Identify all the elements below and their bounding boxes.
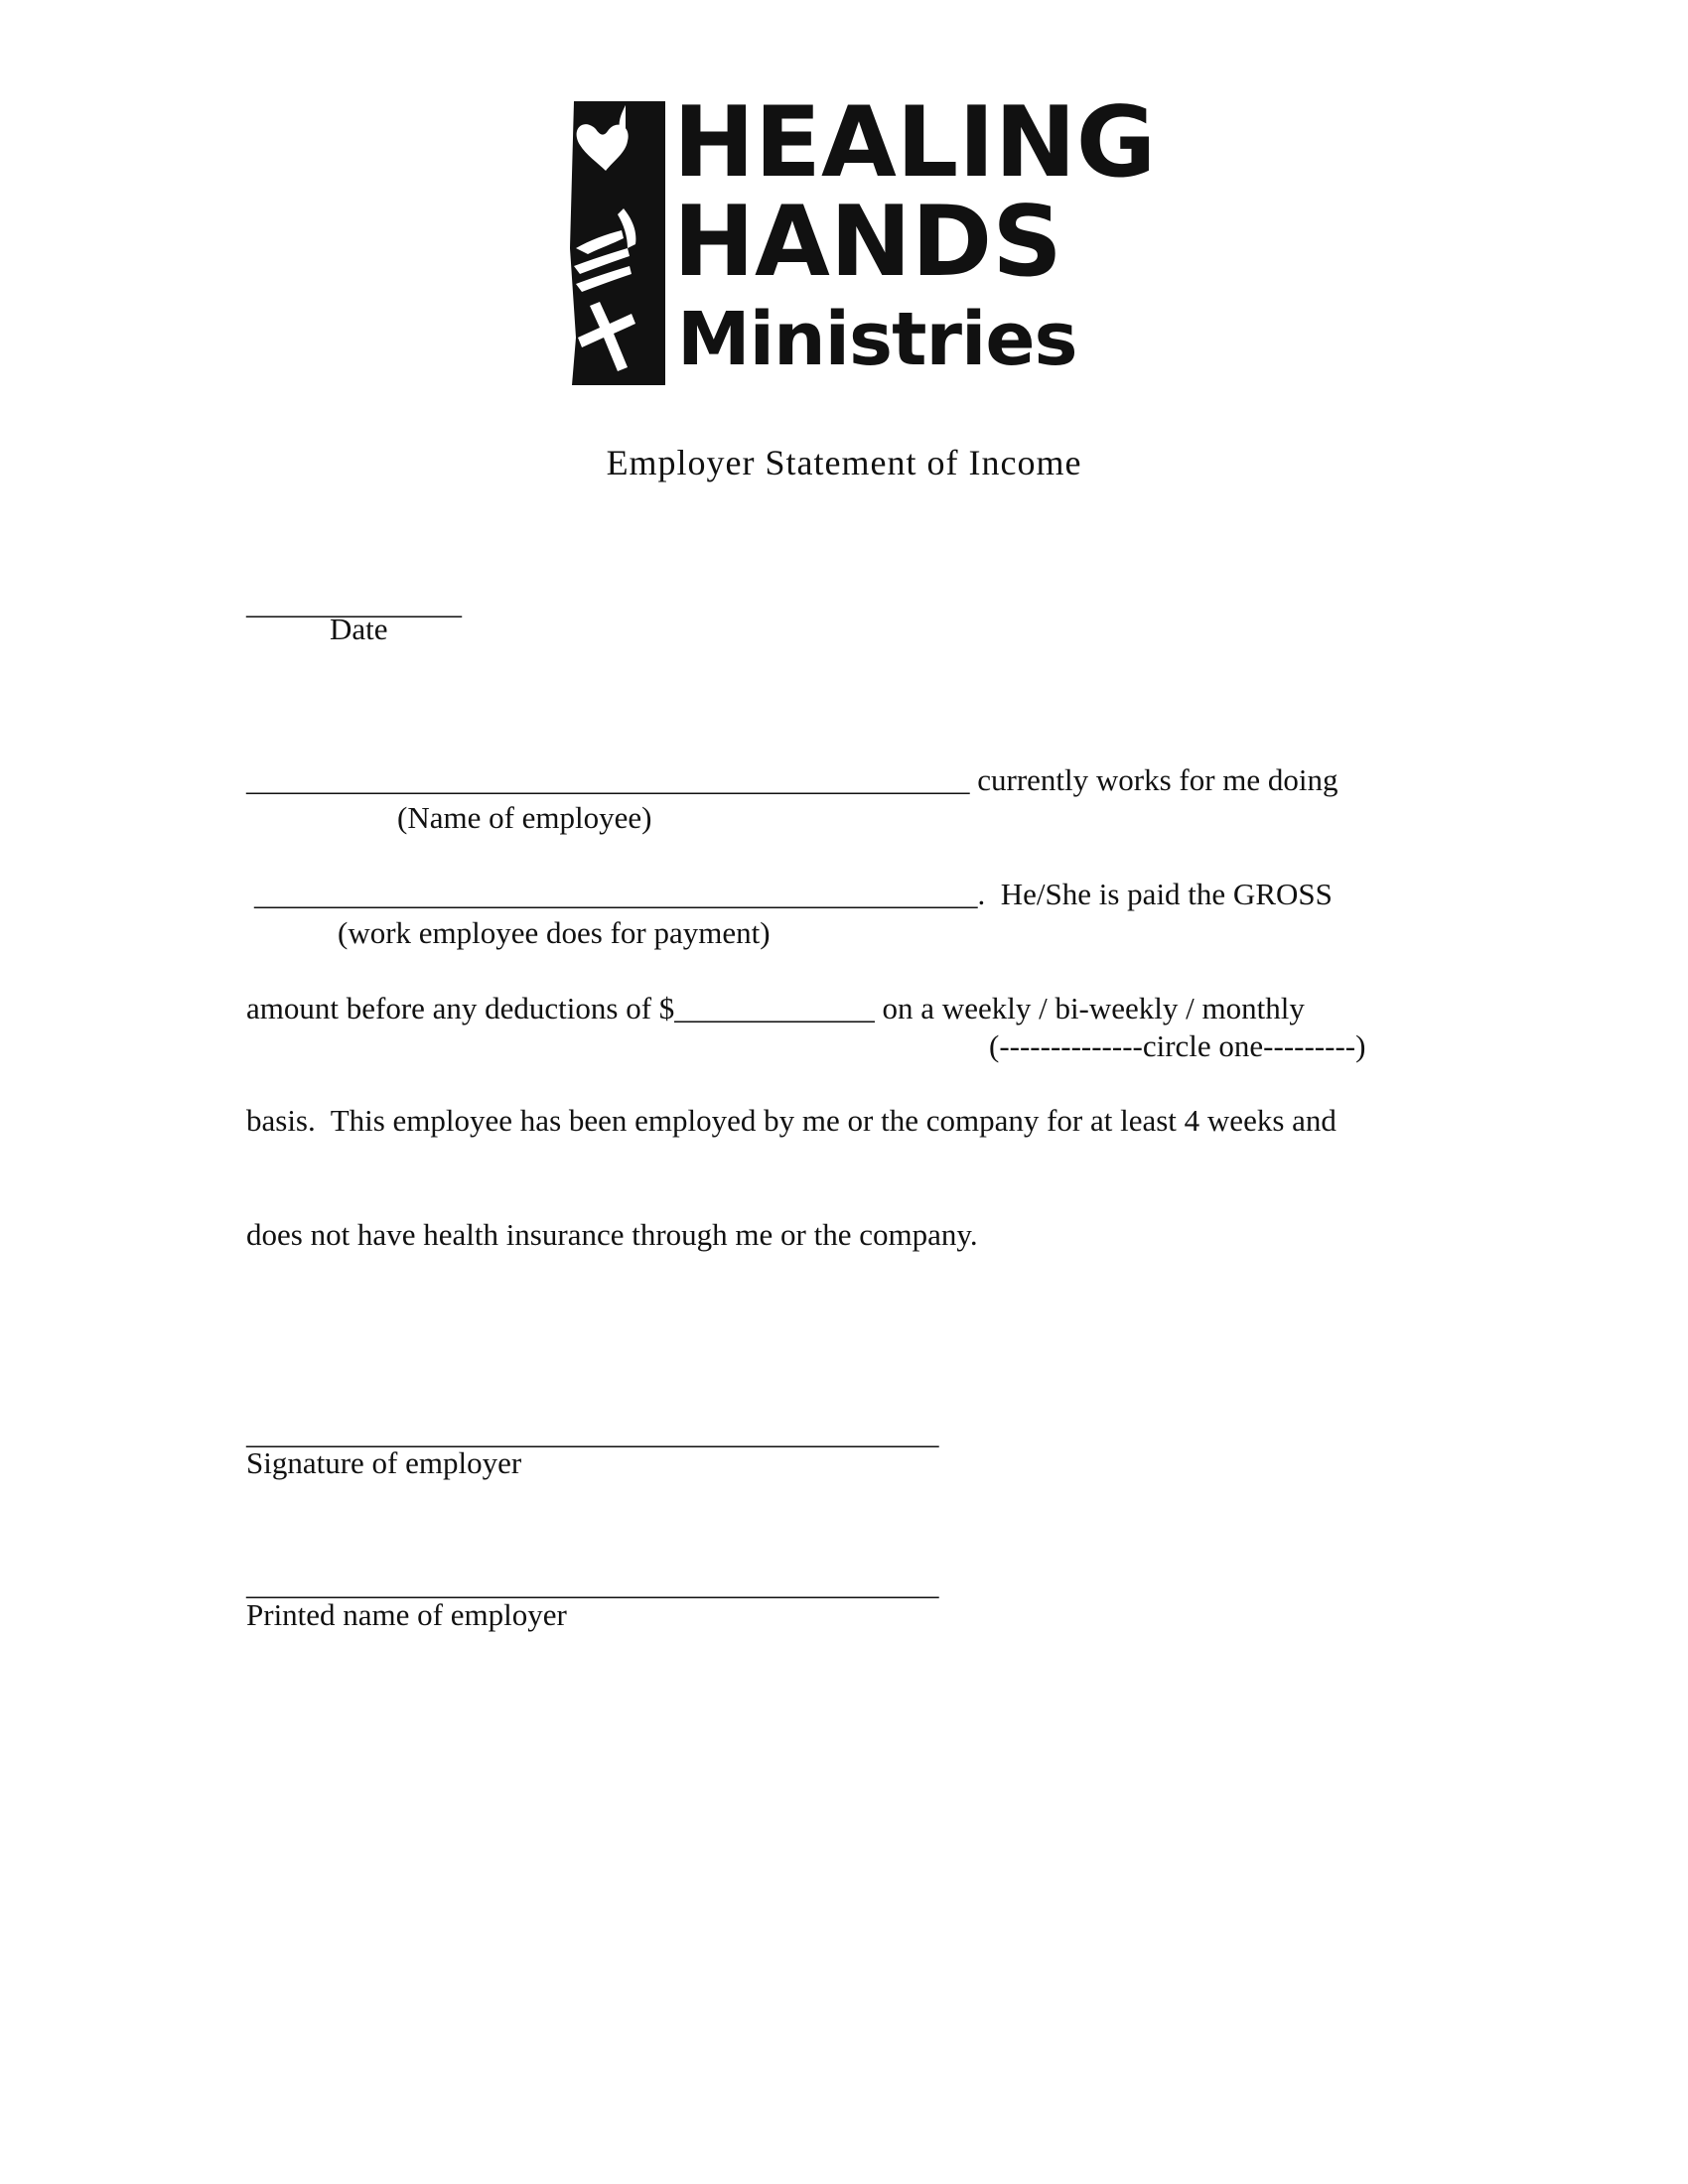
logo-word-healing: HEALING <box>673 86 1157 200</box>
printed-name-blank[interactable]: _____________________________________________ <box>246 1567 939 1601</box>
employee-name-caption: (Name of employee) <box>397 800 652 835</box>
circle-one-caption: (--------------circle one---------) <box>989 1028 1366 1063</box>
date-blank[interactable]: ______________ <box>246 586 462 620</box>
page-title: Employer Statement of Income <box>606 443 1082 482</box>
date-label: Date <box>330 612 388 646</box>
work-blank[interactable]: _______________________________________________ <box>254 877 978 911</box>
basis-line: basis. This employee has been employed by me or the company for at least 4 weeks and <box>246 1103 1336 1138</box>
signature-label: Signature of employer <box>246 1445 522 1480</box>
work-line-text: . He/She is paid the GROSS <box>977 877 1333 911</box>
amount-blank[interactable]: _____________ <box>674 991 875 1025</box>
logo-word-hands: HANDS <box>673 186 1062 299</box>
insurance-line: does not have health insurance through me or the company. <box>246 1217 978 1252</box>
employee-line-text: currently works for me doing <box>969 762 1338 797</box>
work-caption: (work employee does for payment) <box>338 915 771 950</box>
employee-name-blank[interactable]: _______________________________________________ <box>246 762 970 797</box>
hand-heart-cross-icon <box>566 99 670 387</box>
logo-word-ministries: Ministries <box>677 297 1077 382</box>
printed-name-label: Printed name of employer <box>246 1597 567 1632</box>
amount-row <box>246 993 1305 1024</box>
employee-name-row <box>246 764 1338 795</box>
amount-text-before: amount before any deductions of $ <box>246 991 675 1025</box>
healing-hands-logo <box>566 86 1157 392</box>
signature-blank[interactable]: _____________________________________________ <box>246 1416 939 1450</box>
work-row <box>254 879 1333 909</box>
pay-frequency-options[interactable]: on a weekly / bi-weekly / monthly <box>874 991 1305 1025</box>
